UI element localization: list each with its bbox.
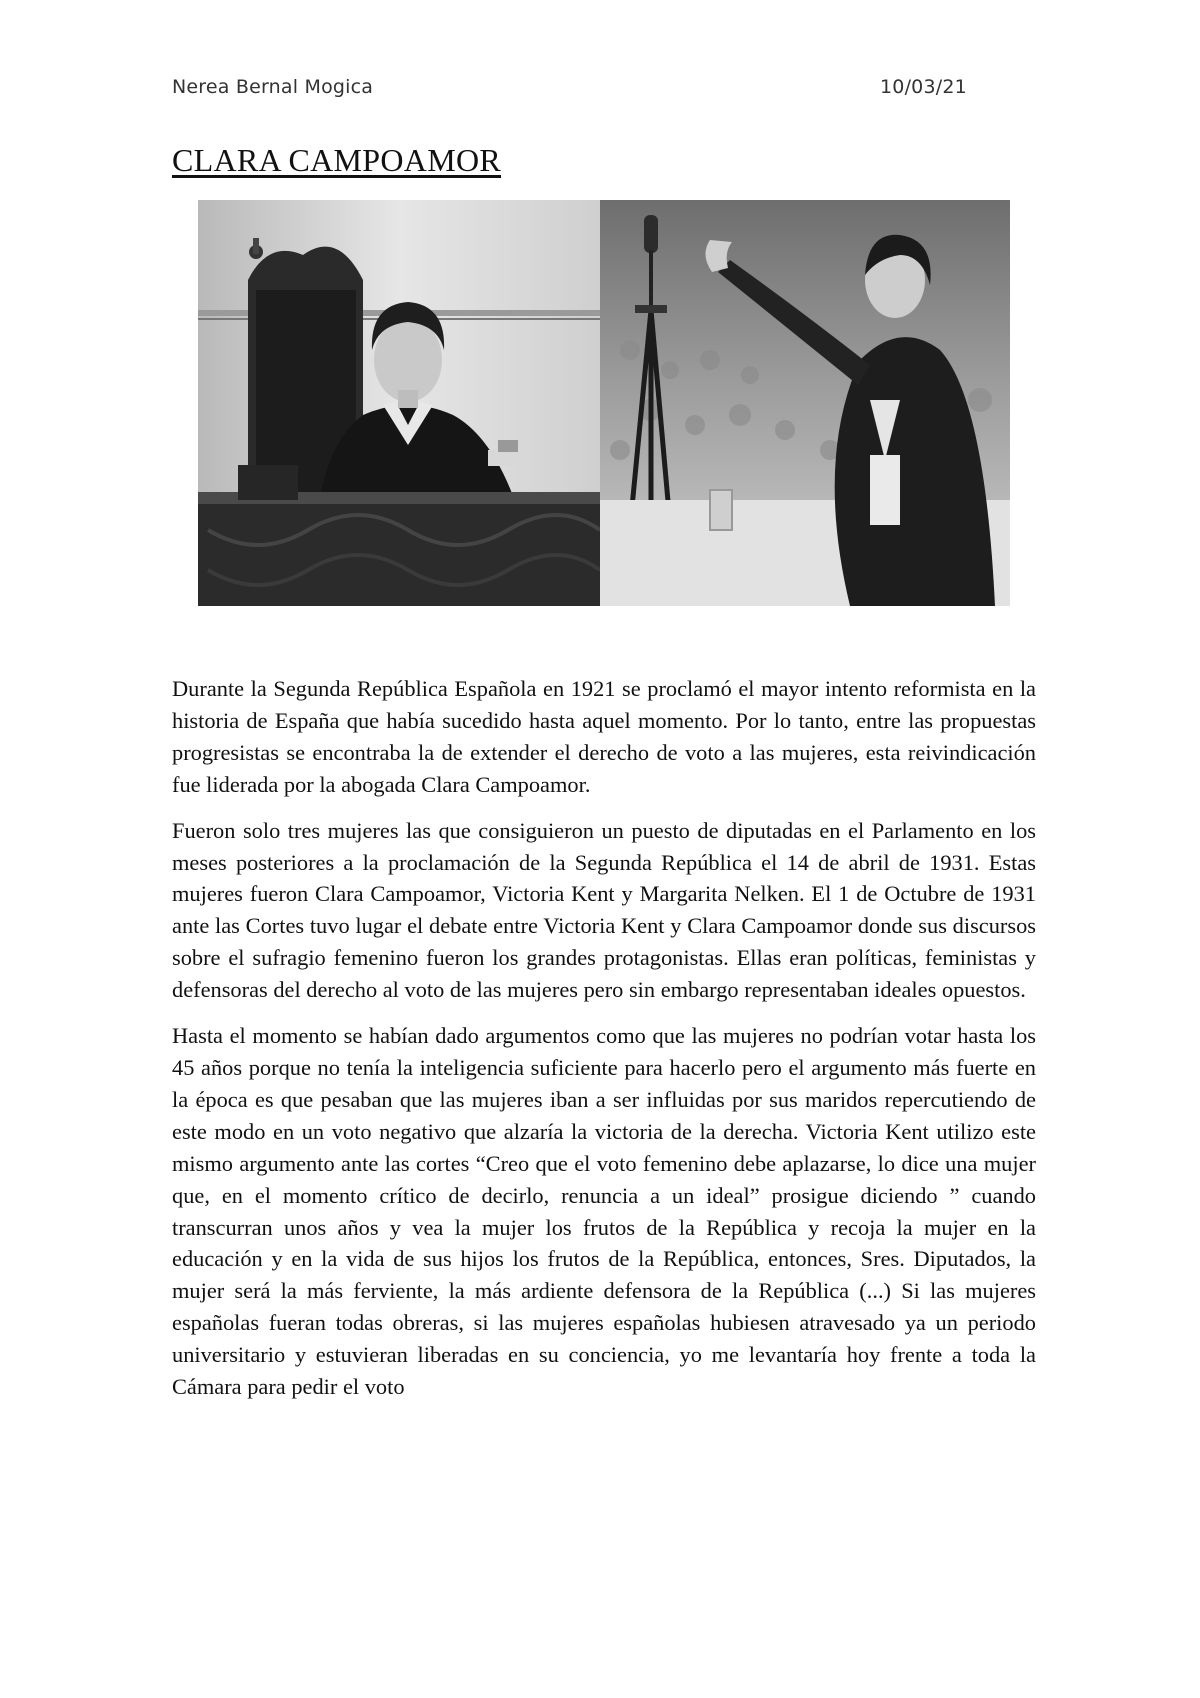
photo-woman-speaking-image [600, 200, 1010, 606]
photo-collage [198, 200, 1010, 606]
photo-woman-at-desk [198, 200, 600, 606]
article-body [172, 673, 1036, 1417]
photo-woman-speaking [600, 200, 1010, 606]
photo-woman-at-desk-image [198, 200, 600, 606]
page-title: CLARA CAMPOAMOR [172, 142, 502, 178]
header-date: 10/03/21 [880, 76, 967, 98]
paragraph-1: Durante la Segunda República Española en 1921 se proclamó el mayor intento reformista en la historia de España que había sucedido hasta aquel momento. Por lo tanto, entre las propuestas progresistas se encontraba la de extender el derecho de voto a las mujeres, esta reivindicación fue liderada por la abogada Clara Campoamor. [172, 676, 1036, 797]
paragraph-3: Hasta el momento se habían dado argumentos como que las mujeres no podrían votar hasta los 45 años porque no tenía la inteligencia suficiente para hacerlo pero el argumento más fuerte en la época es que pesaban que las mujeres iban a ser influidas por sus maridos repercutiendo de este modo en un voto negativo que alzaría la victoria de la derecha. Victoria Kent utilizo este mismo argumento ante las cortes “Creo que el voto femenino debe aplazarse, lo dice una mujer que, en el momento crítico de decirlo, renuncia a un ideal” prosigue diciendo ” cuando transcurran unos años y vea la mujer los frutos de la República y recoja la mujer en la educación y en la vida de sus hijos los frutos de la República, entonces, Sres. Diputados, la mujer será la más ferviente, la más ardiente defensora de la República (...) Si las mujeres españolas fueran todas obreras, si las mujeres españolas hubiesen atravesado ya un periodo universitario y estuvieran liberadas en su conciencia, yo me levantaría hoy frente a toda la Cámara para pedir el voto [172, 1023, 1036, 1400]
header-author: Nerea Bernal Mogica [172, 76, 374, 98]
paragraph-2: Fueron solo tres mujeres las que consiguieron un puesto de diputadas en el Parlamento en los meses posteriores a la proclamación de la Segunda República el 14 de abril de 1931. Estas mujeres fueron Clara Campoamor, Victoria Kent y Margarita Nelken. El 1 de Octubre de 1931 ante las Cortes tuvo lugar el debate entre Victoria Kent y Clara Campoamor donde sus discursos sobre el sufragio femenino fueron los grandes protagonistas. Ellas eran políticas, feministas y defensoras del derecho al voto de las mujeres pero sin embargo representaban ideales opuestos. [172, 817, 1036, 1003]
